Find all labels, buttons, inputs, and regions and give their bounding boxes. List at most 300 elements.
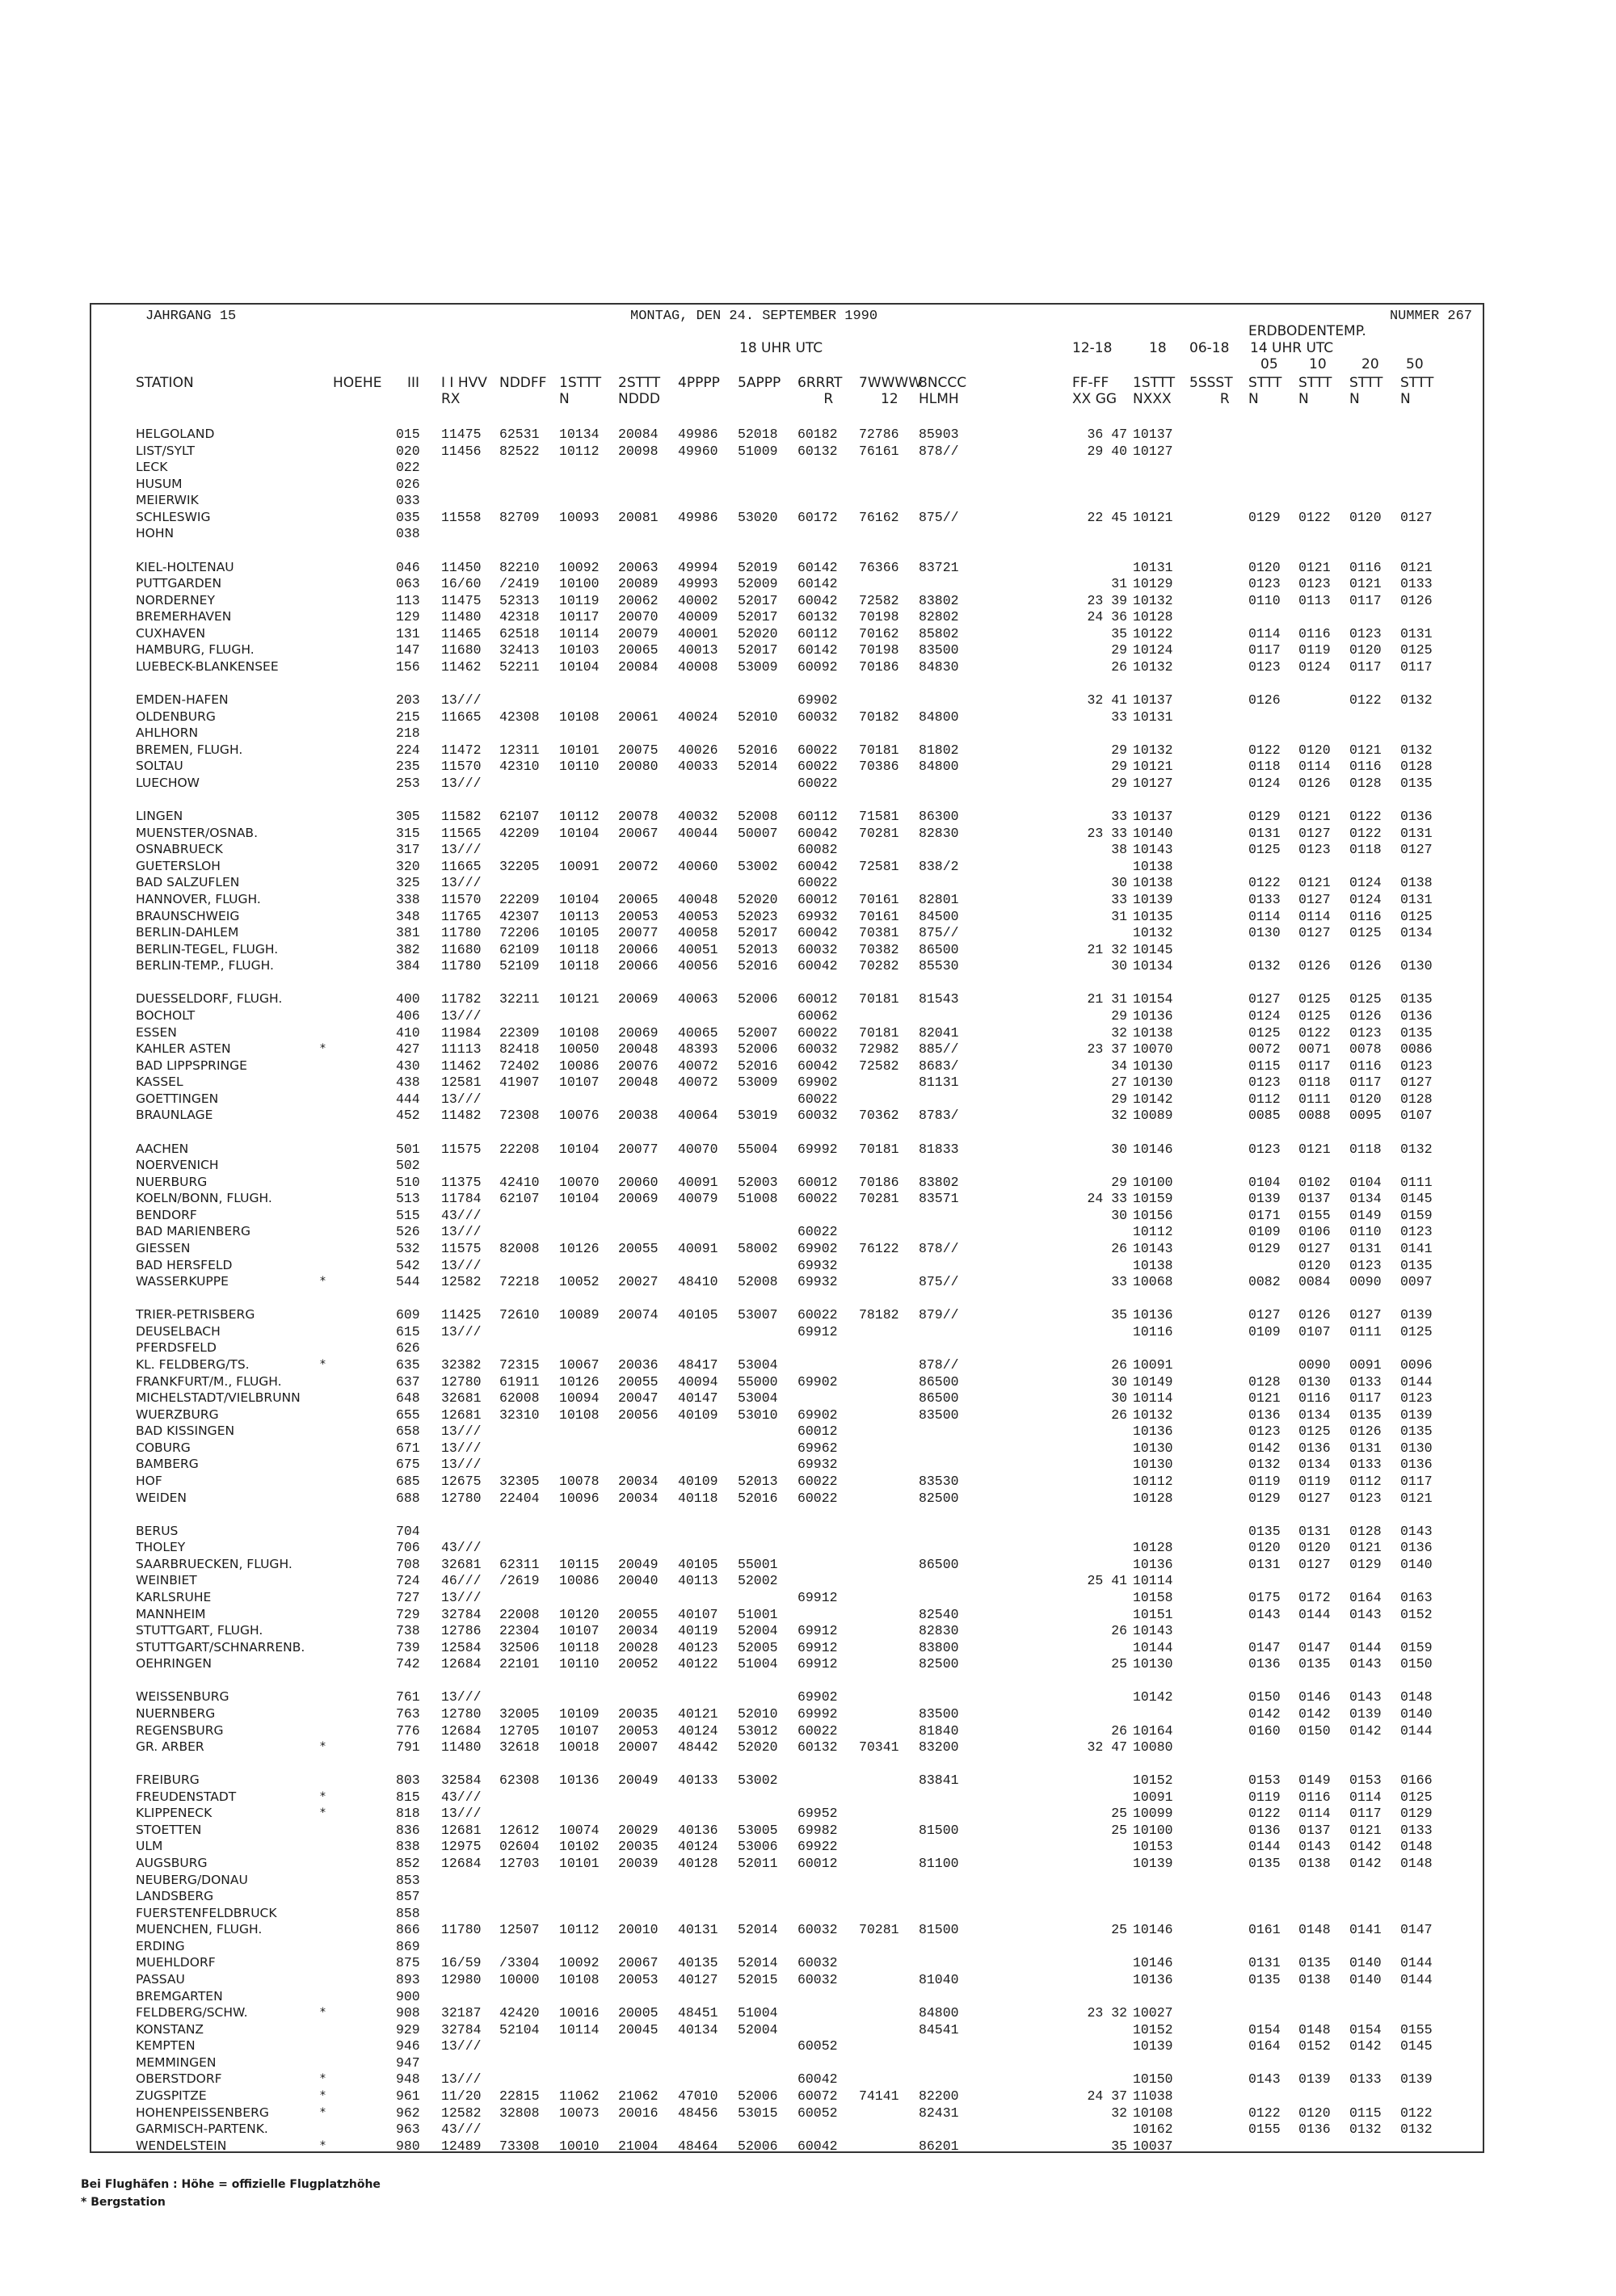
station-name: FRANKFURT/M., FLUGH. <box>136 1373 282 1389</box>
soil-temp: 0090 <box>1349 1274 1382 1290</box>
soil-temp: 0142 <box>1349 1856 1382 1871</box>
synop-group: 12780 <box>441 1373 482 1390</box>
synop-group: 40048 <box>678 892 718 907</box>
station-name: WEISSENBURG <box>136 1689 229 1705</box>
soil-temp: 0135 <box>1298 1656 1331 1672</box>
soil-temp: 0120 <box>1298 742 1331 758</box>
synop-group: 53012 <box>738 1722 778 1739</box>
synop-group: 51001 <box>738 1606 778 1622</box>
soil-temp: 0153 <box>1349 1772 1382 1789</box>
synop-group: 32187 <box>441 2005 482 2021</box>
station-number: 635 <box>396 1356 420 1373</box>
synop-group: 10136 <box>559 1772 600 1789</box>
synop-group: 82431 <box>919 2105 959 2121</box>
station-number: 156 <box>396 659 420 675</box>
station-name: WASSERKUPPE <box>136 1274 229 1289</box>
soil-temp: 0129 <box>1248 509 1281 525</box>
wind-gust: 23 33 <box>1087 825 1127 841</box>
soil-temp: 0131 <box>1400 892 1433 907</box>
station-number: 875 <box>396 1955 420 1971</box>
synop-group: 40124 <box>678 1839 718 1855</box>
synop-group: 52007 <box>738 1024 778 1041</box>
station-number: 113 <box>396 592 420 608</box>
synop-group: 32584 <box>441 1772 482 1789</box>
synop-group: 60082 <box>797 842 838 858</box>
synop-group: 60032 <box>797 1922 838 1938</box>
wind-gust: 26 <box>1111 1407 1127 1423</box>
soil-temp: 0121 <box>1349 1540 1382 1556</box>
station-number: 671 <box>396 1440 420 1456</box>
soil-temp: 0124 <box>1298 659 1331 675</box>
soil-temp: 0136 <box>1400 1008 1433 1024</box>
synop-group: 10010 <box>559 2138 600 2154</box>
synop-group: 40123 <box>678 1639 718 1655</box>
synop-group: 10092 <box>559 559 600 575</box>
max-temp-group: 10134 <box>1133 958 1173 974</box>
synop-group: 10086 <box>559 1058 600 1074</box>
soil-temp: 0109 <box>1248 1323 1281 1339</box>
soil-temp: 0115 <box>1349 2105 1382 2121</box>
col-c12: 5SSST R <box>1189 375 1233 407</box>
synop-group: 11665 <box>441 858 482 874</box>
synop-group: 52008 <box>738 1274 778 1290</box>
soil-temp: 0126 <box>1400 592 1433 608</box>
synop-group: 20053 <box>618 1972 659 1987</box>
station-number: 836 <box>396 1822 420 1838</box>
synop-group: 69992 <box>797 1705 838 1722</box>
station-name: THOLEY <box>136 1540 186 1555</box>
soil-temp: 0114 <box>1248 625 1281 641</box>
soil-temp: 0136 <box>1400 1540 1433 1556</box>
soil-temp: 0122 <box>1298 509 1331 525</box>
synop-group: 61911 <box>499 1373 540 1390</box>
soil-temp: 0136 <box>1400 809 1433 825</box>
synop-group: 40051 <box>678 941 718 957</box>
synop-group: 76161 <box>859 443 899 459</box>
station-number: 063 <box>396 576 420 592</box>
synop-group: 40032 <box>678 809 718 825</box>
soil-temp: 0107 <box>1400 1108 1433 1124</box>
wind-gust: 25 <box>1111 1656 1127 1672</box>
synop-group: 81833 <box>919 1141 959 1157</box>
synop-group: 12581 <box>441 1074 482 1091</box>
soil-temp: 0139 <box>1298 2071 1331 2088</box>
soil-temp: 0120 <box>1298 2105 1331 2121</box>
synop-group: 84800 <box>919 709 959 725</box>
station-name: SCHLESWIG <box>136 509 211 524</box>
station-number: 410 <box>396 1024 420 1041</box>
synop-group: 72315 <box>499 1356 540 1373</box>
synop-group: 55004 <box>738 1141 778 1157</box>
soil-temp: 0148 <box>1298 1922 1331 1938</box>
wind-gust: 38 <box>1111 842 1127 858</box>
station-number: 532 <box>396 1240 420 1256</box>
soil-temp: 0123 <box>1248 659 1281 675</box>
max-temp-group: 10121 <box>1133 759 1173 775</box>
synop-group: 82830 <box>919 1623 959 1638</box>
synop-group: 12612 <box>499 1822 540 1838</box>
synop-group: 42310 <box>499 759 540 775</box>
synop-group: 40091 <box>678 1240 718 1256</box>
synop-group: 72218 <box>499 1274 540 1290</box>
soil-temp: 0131 <box>1248 1556 1281 1572</box>
soil-temp: 0155 <box>1400 2021 1433 2037</box>
synop-group: 10050 <box>559 1041 600 1058</box>
synop-group: 83571 <box>919 1191 959 1207</box>
synop-group: 32310 <box>499 1407 540 1423</box>
col-station: STATION <box>136 375 194 391</box>
synop-group: 875// <box>919 509 959 525</box>
max-temp-group: 10114 <box>1133 1573 1173 1589</box>
synop-group: 11784 <box>441 1191 482 1207</box>
synop-group: 60012 <box>797 892 838 907</box>
synop-group: 20070 <box>618 609 659 625</box>
synop-group: 52014 <box>738 759 778 775</box>
station-number: 893 <box>396 1972 420 1987</box>
synop-group: 60012 <box>797 991 838 1007</box>
synop-group: 53004 <box>738 1356 778 1373</box>
synop-group: 81840 <box>919 1722 959 1739</box>
soil-temp: 0143 <box>1349 1656 1382 1672</box>
max-temp-group: 10136 <box>1133 1423 1173 1440</box>
synop-group: 11113 <box>441 1041 482 1058</box>
soil-temp: 0139 <box>1400 2071 1433 2088</box>
synop-group: 60142 <box>797 642 838 658</box>
station-number: 791 <box>396 1739 420 1755</box>
wind-gust: 21 31 <box>1087 991 1127 1007</box>
synop-group: 10117 <box>559 609 600 625</box>
soil-temp: 0122 <box>1349 809 1382 825</box>
soil-temp: 0117 <box>1400 659 1433 675</box>
synop-group: 10104 <box>559 1191 600 1207</box>
max-temp-group: 10037 <box>1133 2138 1173 2154</box>
synop-group: 40121 <box>678 1705 718 1722</box>
station-number: 444 <box>396 1091 420 1107</box>
synop-group: 22309 <box>499 1024 540 1041</box>
synop-group: 82709 <box>499 509 540 525</box>
synop-group: 13/// <box>441 776 482 791</box>
synop-group: 62308 <box>499 1772 540 1789</box>
synop-group: 40135 <box>678 1955 718 1971</box>
wind-gust: 35 <box>1111 625 1127 641</box>
synop-group: 53006 <box>738 1839 778 1855</box>
synop-group: 53005 <box>738 1822 778 1838</box>
soil-temp: 0117 <box>1349 592 1382 608</box>
synop-group: 60052 <box>797 2105 838 2121</box>
station-number: 325 <box>396 875 420 891</box>
wind-gust: 35 <box>1111 1307 1127 1323</box>
soil-temp: 0088 <box>1298 1108 1331 1124</box>
synop-group: 69962 <box>797 1440 838 1456</box>
synop-group: 12975 <box>441 1839 482 1855</box>
wind-gust: 26 <box>1111 659 1127 675</box>
station-number: 305 <box>396 809 420 825</box>
station-name: KONSTANZ <box>136 2021 204 2037</box>
station-name: CUXHAVEN <box>136 625 206 641</box>
max-temp-group: 10136 <box>1133 1307 1173 1323</box>
station-number: 776 <box>396 1722 420 1739</box>
synop-group: 72582 <box>859 592 899 608</box>
station-name: LANDSBERG <box>136 1889 214 1904</box>
soil-temp: 0123 <box>1349 1024 1382 1041</box>
synop-group: 8683/ <box>919 1058 959 1074</box>
station-number: 315 <box>396 825 420 841</box>
synop-group: 40119 <box>678 1623 718 1638</box>
synop-group: 20029 <box>618 1822 659 1838</box>
soil-temp: 0120 <box>1248 1540 1281 1556</box>
soil-temp: 0116 <box>1298 625 1331 641</box>
synop-group: 52011 <box>738 1856 778 1871</box>
synop-group: /2619 <box>499 1573 540 1589</box>
synop-group: 20049 <box>618 1772 659 1789</box>
synop-group: 60172 <box>797 509 838 525</box>
soil-temp: 0134 <box>1298 1407 1331 1423</box>
soil-temp: 0144 <box>1400 1373 1433 1390</box>
wind-gust: 29 <box>1111 759 1127 775</box>
wind-gust: 22 45 <box>1087 509 1127 525</box>
wind-gust: 23 37 <box>1087 1041 1127 1058</box>
synop-group: 69902 <box>797 1407 838 1423</box>
synop-group: 11462 <box>441 1058 482 1074</box>
soil-temp: 0148 <box>1400 1839 1433 1855</box>
synop-group: 40008 <box>678 659 718 675</box>
synop-group: 22101 <box>499 1656 540 1672</box>
soil-temp: 0127 <box>1298 1556 1331 1572</box>
station-number: 427 <box>396 1041 420 1058</box>
soil-temp: 0133 <box>1248 892 1281 907</box>
synop-group: 11780 <box>441 1922 482 1938</box>
station-name: MUENSTER/OSNAB. <box>136 825 258 840</box>
synop-group: 20056 <box>618 1407 659 1423</box>
synop-group: 52016 <box>738 1490 778 1506</box>
soil-temp: 0139 <box>1400 1307 1433 1323</box>
station-name: ZUGSPITZE <box>136 2088 207 2103</box>
synop-group: 20063 <box>618 559 659 575</box>
station-number: 763 <box>396 1705 420 1722</box>
station-name: LECK <box>136 460 168 475</box>
station-number: 615 <box>396 1323 420 1339</box>
soil-temp: 0155 <box>1248 2121 1281 2138</box>
soil-temp: 0175 <box>1248 1589 1281 1605</box>
station-name: MUEHLDORF <box>136 1955 216 1970</box>
synop-group: 70362 <box>859 1108 899 1124</box>
synop-group: 13/// <box>441 1440 482 1456</box>
soil-temp: 0155 <box>1298 1207 1331 1223</box>
synop-group: 81131 <box>919 1074 959 1091</box>
max-temp-group: 10127 <box>1133 443 1173 459</box>
synop-group: 10067 <box>559 1356 600 1373</box>
wind-gust: 23 39 <box>1087 592 1127 608</box>
soil-temp: 0127 <box>1400 1074 1433 1091</box>
soil-temp: 0147 <box>1400 1922 1433 1938</box>
soil-temp: 0146 <box>1298 1689 1331 1705</box>
station-name: PFERDSFELD <box>136 1340 217 1356</box>
synop-group: 10093 <box>559 509 600 525</box>
synop-group: 48456 <box>678 2105 718 2121</box>
soil-temp: 0133 <box>1400 576 1433 592</box>
station-number: 320 <box>396 858 420 874</box>
synop-group: 72402 <box>499 1058 540 1074</box>
station-name: BAD SALZUFLEN <box>136 875 240 890</box>
synop-group: 40136 <box>678 1822 718 1838</box>
synop-group: 20010 <box>618 1922 659 1938</box>
soil-temp: 0131 <box>1349 1240 1382 1256</box>
synop-group: 40065 <box>678 1024 718 1041</box>
soil-temp: 0072 <box>1248 1041 1281 1058</box>
station-number: 739 <box>396 1639 420 1655</box>
synop-group: 16/59 <box>441 1955 482 1971</box>
max-temp-group: 10143 <box>1133 842 1173 858</box>
synop-group: 60022 <box>797 1473 838 1489</box>
soil-temp: 0138 <box>1298 1856 1331 1871</box>
synop-group: 13/// <box>441 1008 482 1024</box>
synop-group: 70161 <box>859 908 899 924</box>
synop-group: 52020 <box>738 1739 778 1755</box>
synop-group: 82801 <box>919 892 959 907</box>
soil-temp: 0135 <box>1400 1024 1433 1041</box>
synop-group: 43/// <box>441 1789 482 1805</box>
max-temp-group: 10130 <box>1133 1058 1173 1074</box>
synop-group: 11472 <box>441 742 482 758</box>
soil-temp: 0123 <box>1298 842 1331 858</box>
station-number: 706 <box>396 1540 420 1556</box>
soil-temp: 0149 <box>1298 1772 1331 1789</box>
synop-group: 42307 <box>499 908 540 924</box>
soil-temp: 0126 <box>1349 958 1382 974</box>
synop-group: 10108 <box>559 1024 600 1041</box>
soil-temp: 0133 <box>1349 2071 1382 2088</box>
synop-group: 12684 <box>441 1856 482 1871</box>
synop-group: 60032 <box>797 1955 838 1971</box>
synop-group: 69932 <box>797 1457 838 1473</box>
synop-group: 60032 <box>797 709 838 725</box>
soil-temp: 0117 <box>1349 659 1382 675</box>
soil-temp: 0148 <box>1298 2021 1331 2037</box>
synop-group: 12780 <box>441 1705 482 1722</box>
caption-range-0618: 06-18 <box>1189 340 1230 356</box>
synop-group: 8783/ <box>919 1108 959 1124</box>
synop-group: 10112 <box>559 443 600 459</box>
synop-group: 40058 <box>678 925 718 941</box>
wind-gust: 24 33 <box>1087 1191 1127 1207</box>
soil-temp: 0132 <box>1400 692 1433 709</box>
max-temp-group: 10131 <box>1133 709 1173 725</box>
synop-group: 21062 <box>618 2088 659 2104</box>
synop-group: 20005 <box>618 2005 659 2021</box>
station-name: BERLIN-DAHLEM <box>136 925 239 940</box>
soil-temp: 0143 <box>1349 1689 1382 1705</box>
synop-group: 13/// <box>441 1689 482 1705</box>
station-number: 033 <box>396 493 420 509</box>
wind-gust: 32 <box>1111 1024 1127 1041</box>
issue-number: NUMMER 267 <box>1389 309 1472 324</box>
synop-group: 51009 <box>738 443 778 459</box>
synop-group: 10112 <box>559 1922 600 1938</box>
synop-group: 40134 <box>678 2021 718 2037</box>
station-number: 626 <box>396 1340 420 1356</box>
station-name: WUERZBURG <box>136 1407 219 1422</box>
synop-group: 13/// <box>441 1091 482 1107</box>
soil-temp: 0171 <box>1248 1207 1281 1223</box>
synop-group: 52010 <box>738 1705 778 1722</box>
synop-group: 60032 <box>797 1041 838 1058</box>
synop-group: 53010 <box>738 1407 778 1423</box>
synop-group: 60022 <box>797 875 838 891</box>
station-name: BAD LIPPSPRINGE <box>136 1058 247 1073</box>
soil-temp: 0143 <box>1298 1839 1331 1855</box>
synop-group: 60112 <box>797 809 838 825</box>
synop-group: 32211 <box>499 991 540 1007</box>
synop-group: 86300 <box>919 809 959 825</box>
wind-gust: 29 <box>1111 1091 1127 1107</box>
synop-group: 49986 <box>678 427 718 442</box>
synop-group: 878// <box>919 1356 959 1373</box>
synop-group: 10096 <box>559 1490 600 1506</box>
soil-temp: 0144 <box>1400 1972 1433 1987</box>
synop-group: 20048 <box>618 1074 659 1091</box>
col-c9: 8NCCC HLMH <box>919 375 967 407</box>
soil-temp: 0118 <box>1349 1141 1382 1157</box>
synop-group: 12980 <box>441 1972 482 1987</box>
station-name: ERDING <box>136 1938 185 1953</box>
soil-temp: 0131 <box>1400 825 1433 841</box>
mountain-marker: * <box>320 2072 326 2086</box>
synop-group: 20081 <box>618 509 659 525</box>
synop-group: 48451 <box>678 2005 718 2021</box>
soil-temp: 0082 <box>1248 1274 1281 1290</box>
max-temp-group: 10132 <box>1133 925 1173 941</box>
soil-temp: 0164 <box>1349 1589 1382 1605</box>
col-c2: NDDFF <box>499 375 547 391</box>
soil-temp: 0144 <box>1298 1606 1331 1622</box>
station-number: 501 <box>396 1141 420 1157</box>
soil-temp: 0118 <box>1349 842 1382 858</box>
soil-temp: 0107 <box>1298 1323 1331 1339</box>
station-number: 727 <box>396 1589 420 1605</box>
synop-group: 52008 <box>738 809 778 825</box>
max-temp-group: 10150 <box>1133 2071 1173 2088</box>
soil-temp: 0127 <box>1248 1307 1281 1323</box>
synop-group: 40094 <box>678 1373 718 1390</box>
soil-temp: 0110 <box>1349 1224 1382 1240</box>
synop-group: 43/// <box>441 1540 482 1556</box>
synop-group: 41907 <box>499 1074 540 1091</box>
station-number: 235 <box>396 759 420 775</box>
soil-temp: 0136 <box>1298 1440 1331 1456</box>
synop-group: 20027 <box>618 1274 659 1290</box>
synop-group: 86201 <box>919 2138 959 2154</box>
station-number: 963 <box>396 2121 420 2138</box>
soil-temp: 0129 <box>1400 1806 1433 1822</box>
synop-group: 53002 <box>738 1772 778 1789</box>
soil-temp: 0140 <box>1400 1705 1433 1722</box>
synop-group: 11375 <box>441 1174 482 1190</box>
synop-group: 60132 <box>797 609 838 625</box>
station-number: 708 <box>396 1556 420 1572</box>
soil-temp: 0127 <box>1400 509 1433 525</box>
max-temp-group: 10145 <box>1133 941 1173 957</box>
synop-group: 40105 <box>678 1556 718 1572</box>
soil-temp: 0121 <box>1349 576 1382 592</box>
soil-temp: 0142 <box>1349 2038 1382 2054</box>
synop-group: 12780 <box>441 1490 482 1506</box>
station-name: NUERNBERG <box>136 1705 216 1721</box>
col-c3: 1STTT N <box>559 375 602 407</box>
wind-gust: 31 <box>1111 576 1127 592</box>
soil-temp: 0129 <box>1349 1556 1382 1572</box>
soil-temp: 0150 <box>1298 1722 1331 1739</box>
max-temp-group: 10099 <box>1133 1806 1173 1822</box>
